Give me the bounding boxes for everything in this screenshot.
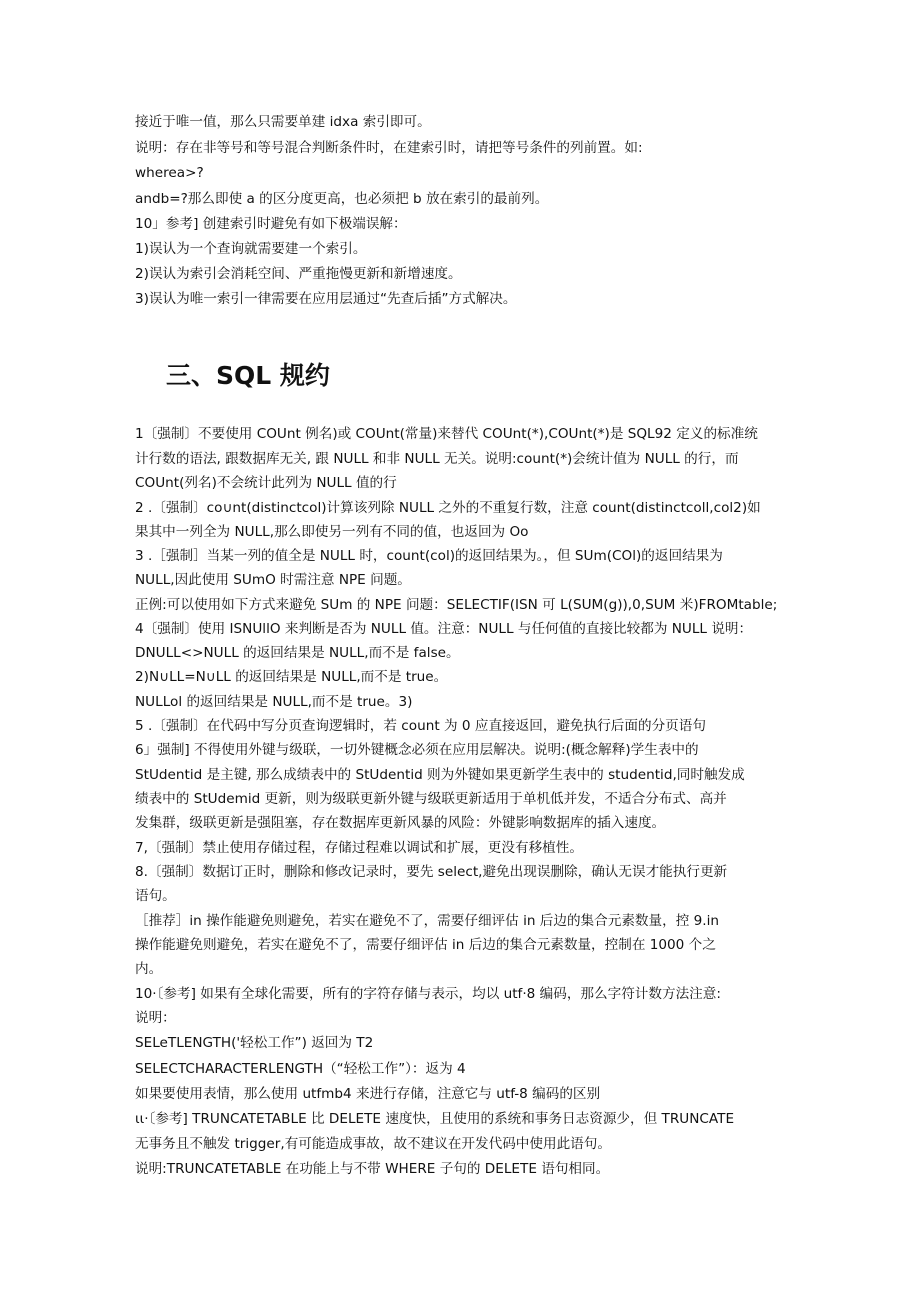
text-line: 10·〔参考] 如果有全球化需要，所有的字符存储与表示，均以 utf·8 编码，那么字符计数方法注意:	[135, 986, 721, 1002]
text-line: 操作能避免则避免，若实在避免不了，需要仔细评估 in 后边的集合元素数量，控制在 1000 个之	[135, 937, 716, 953]
text-line: NULL,因此使用 SUmO 时需注意 NPE 问题。	[135, 572, 411, 588]
text-line: 正例:可以使用如下方式来避免 SUm 的 NPE 问题：SELECTIF(ISN 可 L(SUM(g)),0,SUM 米)FROMtable;	[135, 597, 778, 613]
text-line: 说明：	[135, 1010, 176, 1026]
text-line	[135, 1109, 734, 1129]
text-line: 计行数的语法, 跟数据库无关, 跟 NULL 和非 NULL 无关。说明:count(*)会统计值为 NULL 的行，而	[135, 451, 739, 467]
text-line: 绩表中的 StUdemid 更新，则为级联更新外键与级联更新适用于单机低并发，不适合分布式、高并	[135, 791, 727, 807]
line-body: TRUNCATETABLE 比 DELETE 速度快，且使用的系统和事务日志资源少，但 TRUNCATE	[192, 1111, 735, 1127]
text-line: StUdentid 是主键, 那么成绩表中的 StUdentid 则为外键如果更新学生表中的 studentid,同时触发成	[135, 767, 745, 783]
text-line: 发集群，级联更新是强阻塞，存在数据库更新风暴的风险：外键影响数据库的插入速度。	[135, 815, 666, 831]
text-line: SELECTCHARACTERLENGTH（“轻松工作”）：返为 4	[135, 1061, 466, 1077]
text-line: 接近于唯一值，那么只需要单建 idxa 索引即可。	[135, 114, 431, 130]
text-line: 内。	[135, 961, 163, 977]
text-line: 语句。	[135, 888, 176, 904]
text-line: 3)误认为唯一索引一律需要在应用层通过“先查后插”方式解决。	[135, 291, 517, 307]
text-line: 如果要使用表情，那么使用 utfmb4 来进行存储，注意它与 utf-8 编码的区别	[135, 1086, 601, 1102]
text-line: 4〔强制〕使用 ISNUllO 来判断是否为 NULL 值。注意：NULL 与任何值的直接比较都为 NULL 说明：	[135, 621, 753, 637]
line-prefix: ιι·〔参考]	[135, 1111, 193, 1127]
text-line: 7,〔强制〕禁止使用存储过程，存储过程难以调试和扩展，更没有移植性。	[135, 840, 583, 856]
text-line: wherea>?	[135, 165, 204, 181]
text-line: COUnt(列名)不会统计此列为 NULL 值的行	[135, 475, 397, 491]
text-line: DNULL<>NULL 的返回结果是 NULL,而不是 false。	[135, 645, 460, 661]
section-heading: 三、SQL 规约	[166, 361, 330, 390]
text-line: 10」参考] 创建索引时避免有如下极端误解：	[135, 216, 407, 232]
text-line: 说明：存在非等号和等号混合判断条件时，在建索引时，请把等号条件的列前置。如:	[135, 140, 643, 156]
text-line: 2)误认为索引会消耗空间、严重拖慢更新和新增速度。	[135, 266, 462, 282]
text-line: 无事务且不触发 trigger,有可能造成事故，故不建议在开发代码中使用此语句。	[135, 1136, 611, 1152]
text-line: 1〔强制〕不要使用 COUnt 例名)或 COUnt(常量)来替代 COUnt(*),COUnt(*)是 SQL92 定义的标准统	[135, 426, 758, 442]
text-line: 8.〔强制〕数据订正时，删除和修改记录时，要先 select,避免出现误删除，确认无误才能执行更新	[135, 864, 728, 880]
text-line: 5 .〔强制〕在代码中写分页查询逻辑时，若 count 为 0 应直接返回，避免执行后面的分页语句	[135, 718, 706, 734]
text-line: 2)N∪LL=N∪LL 的返回结果是 NULL,而不是 true。	[135, 669, 448, 685]
text-line: SELeTLENGTH('轻松工作”) 返回为 T2	[135, 1035, 374, 1051]
text-line: andb=?那么即使 a 的区分度更高，也必须把 b 放在索引的最前列。	[135, 191, 549, 207]
text-line: ［推荐］in 操作能避免则避免，若实在避免不了，需要仔细评估 in 后边的集合元素数量，控 9.in	[135, 913, 719, 929]
text-line: 果其中一列全为 NULL,那么即使另一列有不同的值，也返回为 Oo	[135, 524, 529, 540]
text-line: 3 .［强制］当某一列的值全是 NULL 时，count(col)的返回结果为。，但 SUm(COl)的返回结果为	[135, 548, 723, 564]
text-line: NULLol 的返回结果是 NULL,而不是 true。3)	[135, 694, 413, 710]
text-line: 6」强制] 不得使用外键与级联，一切外键概念必须在应用层解决。说明:(概念解释)学生表中的	[135, 742, 699, 758]
text-line: 1)误认为一个查询就需要建一个索引。	[135, 241, 367, 257]
text-line: 2 .〔强制〕co∪nt(distinctcol)计算该列除 NULL 之外的不重复行数，注意 count(distinctcoll,col2)如	[135, 500, 761, 516]
text-line: 说明:TRUNCATETABLE 在功能上与不带 WHERE 子句的 DELETE 语句相同。	[135, 1161, 610, 1177]
